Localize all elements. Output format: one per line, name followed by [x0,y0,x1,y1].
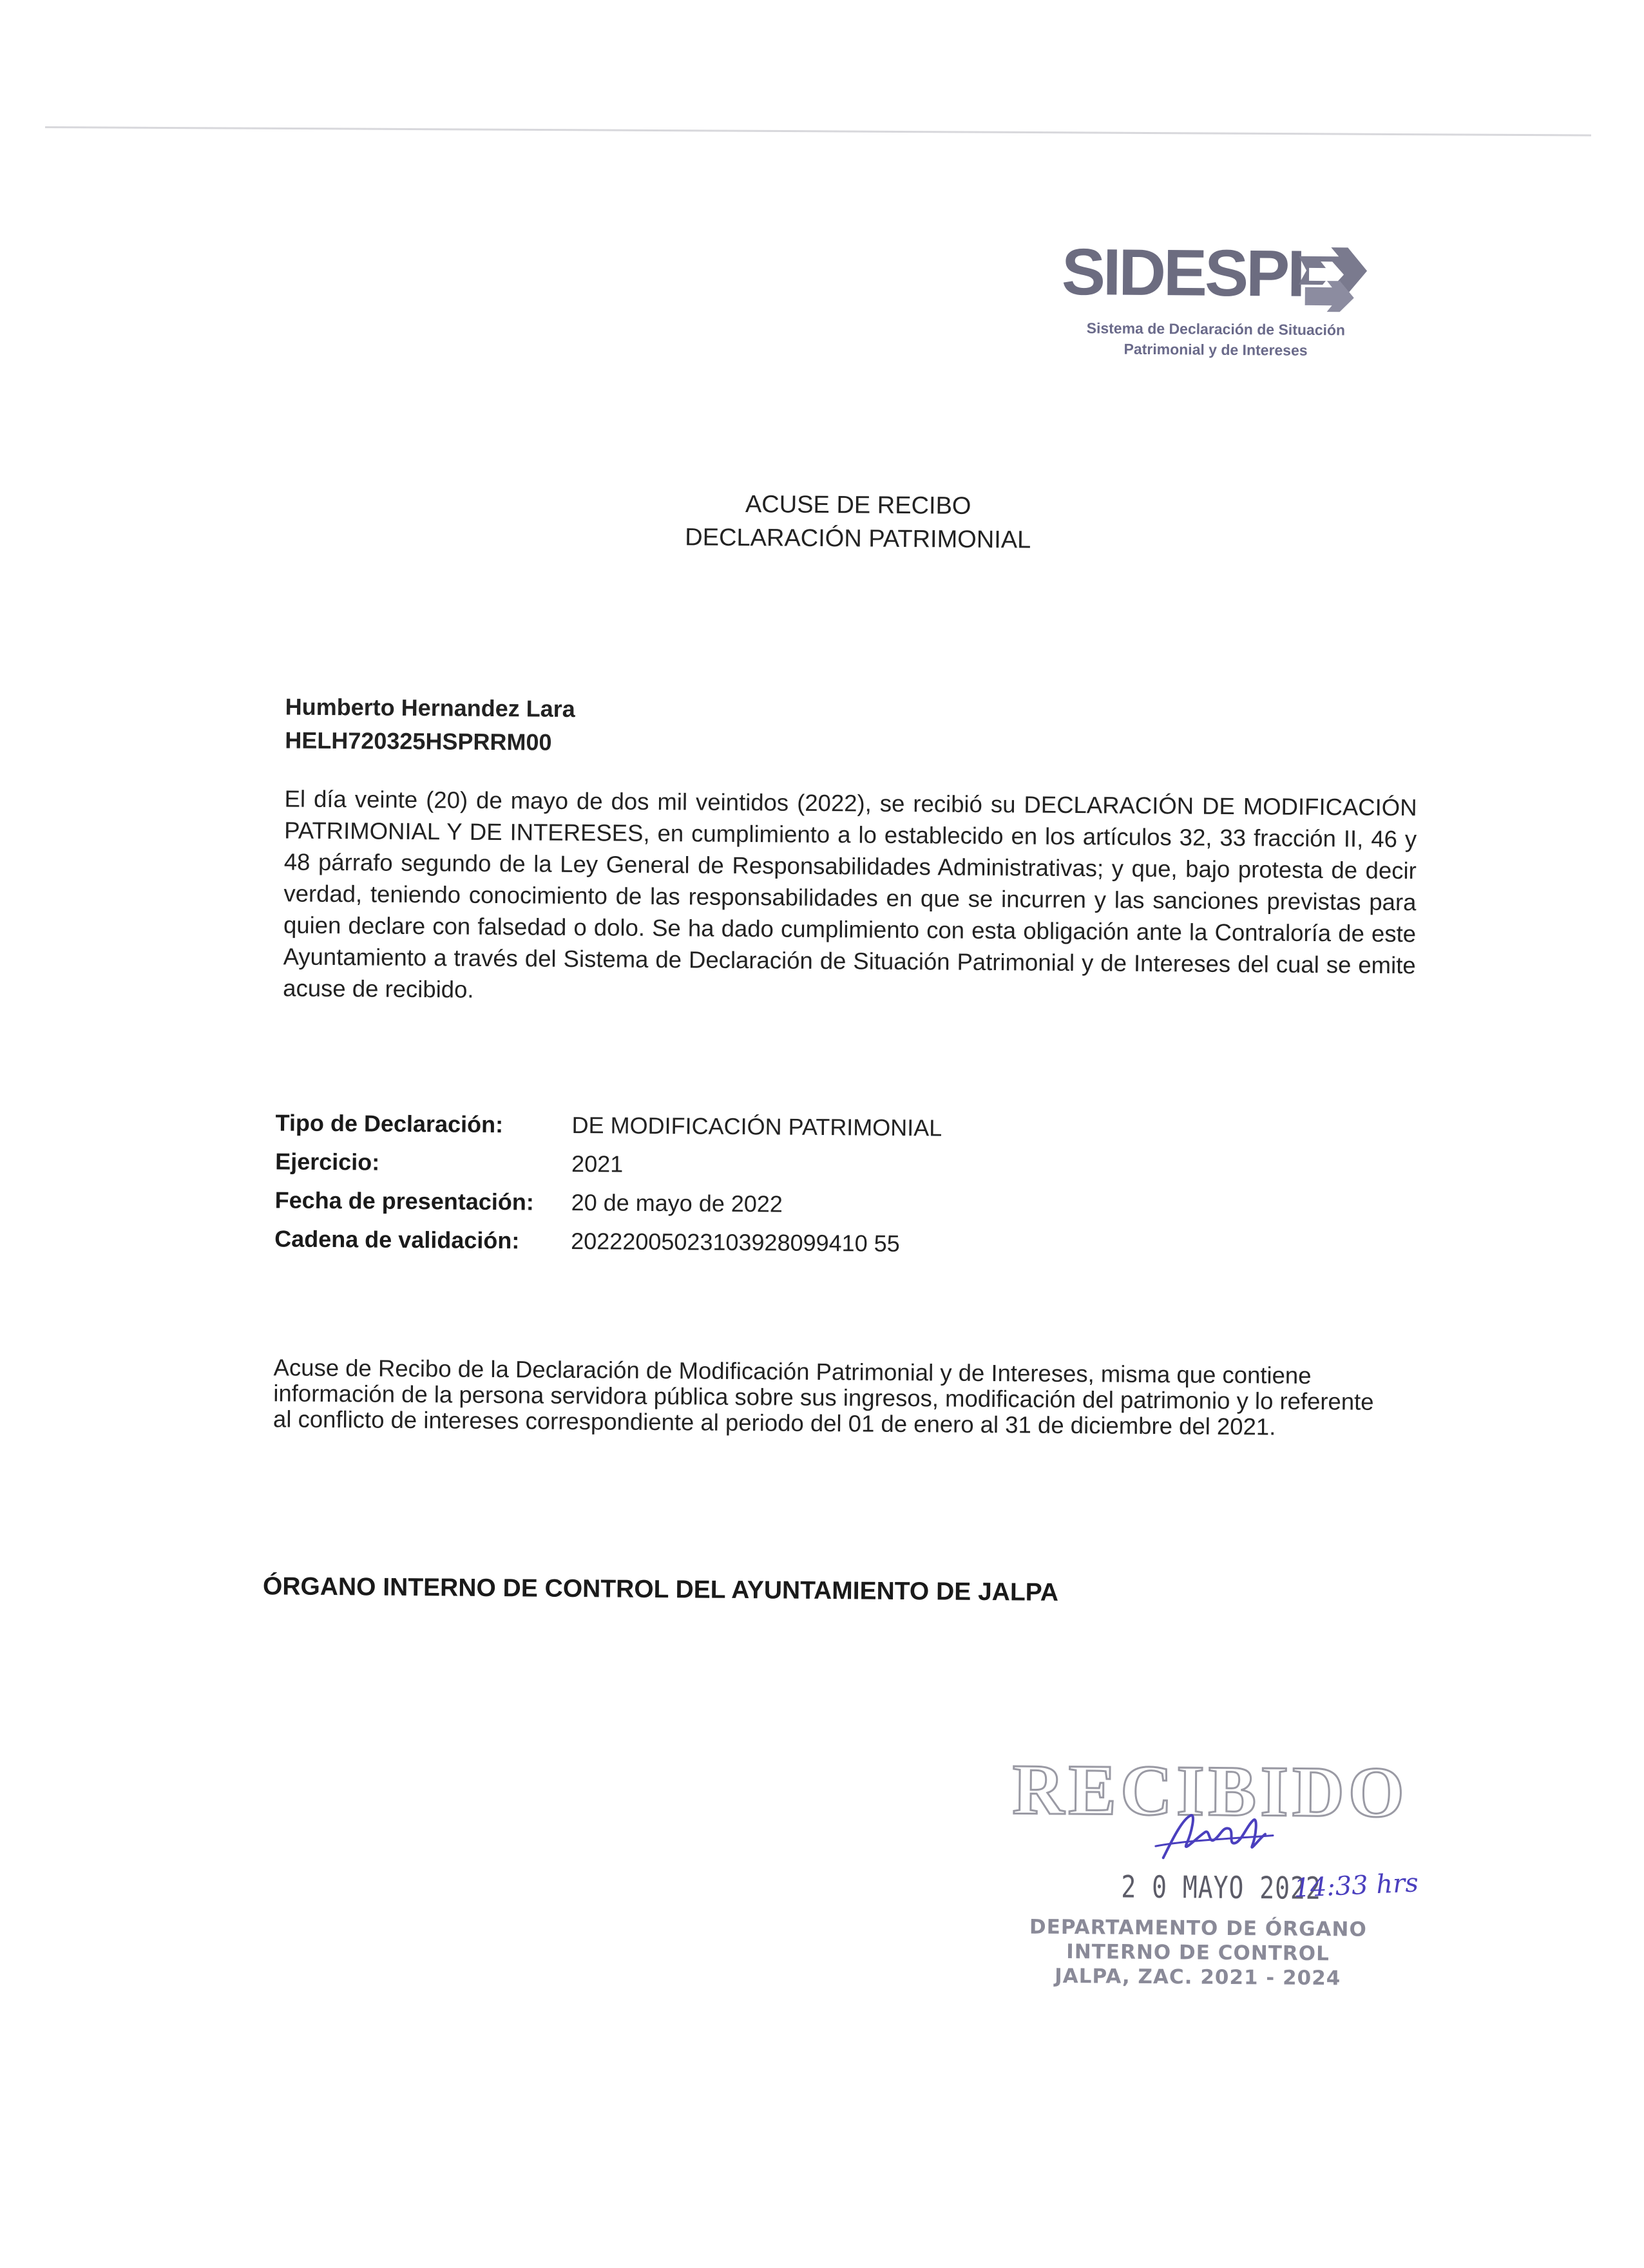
title-line1: ACUSE DE RECIBO [745,491,971,520]
stamp-dept-line2: INTERNO DE CONTROL [1066,1940,1330,1966]
declarant-name: Humberto Hernandez Lara [285,693,575,722]
fecha-label: Fecha de presentación: [274,1186,534,1215]
logo-wordmark: SIDESPI [1061,234,1303,310]
document-title [5,482,1644,562]
tipo-value: DE MODIFICACIÓN PATRIMONIAL [571,1111,942,1141]
stamp-time: 14:33 hrs [1293,1868,1419,1903]
issuing-organ: ÓRGANO INTERNO DE CONTROL DEL AYUNTAMIENTO DE JALPA [262,1572,1059,1606]
logo-subtitle-line1: Sistema de Declaración de Situación [1086,319,1346,339]
detail-row-tipo [275,1103,942,1147]
stamp-dept-line1: DEPARTAMENTO DE ÓRGANO [1029,1915,1367,1941]
stamp-dept-line3: JALPA, ZAC. 2021 - 2024 [1055,1964,1341,1990]
ejercicio-value: 2021 [571,1150,624,1177]
detail-row-cadena [274,1219,941,1263]
stamp-word: RECIBIDO [1012,1749,1409,1833]
arrow-icon [1292,242,1370,314]
declarant-block [285,690,575,759]
stamp-department [998,1914,1398,1991]
footer-paragraph: Acuse de Recibo de la Declaración de Modificación Patrimonial y de Intereses, misma que contiene información de la persona servidora pública sobre sus ingresos, modificación del patrimonio y lo referente al conflicto de intereses correspondiente al periodo del 01 de enero al 31 de diciembre del 2021. [272,1354,1374,1440]
logo-subtitle-line2: Patrimonial y de Intereses [1123,340,1308,359]
signature-icon [1151,1806,1280,1869]
detail-row-ejercicio [275,1142,942,1186]
tipo-label: Tipo de Declaración: [275,1109,504,1138]
declaration-details [274,1103,942,1263]
received-stamp [998,1749,1419,2014]
title-line2: DECLARACIÓN PATRIMONIAL [685,524,1031,554]
ejercicio-label: Ejercicio: [275,1148,380,1176]
fecha-value: 20 de mayo de 2022 [571,1188,783,1217]
declarant-rfc: HELH720325HSPRRM00 [285,727,552,756]
body-paragraph: El día veinte (20) de mayo de dos mil veintidos (2022), se recibió su DECLARACIÓN DE MODIFICACIÓN PATRIMONIAL Y DE INTERESES, en cumplimiento a lo establecido en los artículos 32, 33 fracción II, 46 y 48 párrafo segundo de la Ley General de Responsabilidades Administrativas; y que, bajo protesta de decir verdad, teniendo conocimiento de las responsabilidades en que se incurren y las sanciones previstas para quien declare con falsedad o dolo. Se ha dado cumplimiento con esta obligación ante la Contraloría de este Ayuntamiento a través del Sistema de Declaración de Situación Patrimonial y de Intereses del cual se emite acuse de recibido. [283,785,1417,1003]
cadena-value: 20222005023103928099410 55 [571,1227,900,1257]
cadena-label: Cadena de validación: [274,1225,520,1254]
sidespi-logo [1061,234,1372,370]
detail-row-fecha [274,1181,941,1225]
logo-subtitle [1061,318,1370,361]
stamp-date: 2 0 MAYO 2022 [1121,1869,1321,1907]
